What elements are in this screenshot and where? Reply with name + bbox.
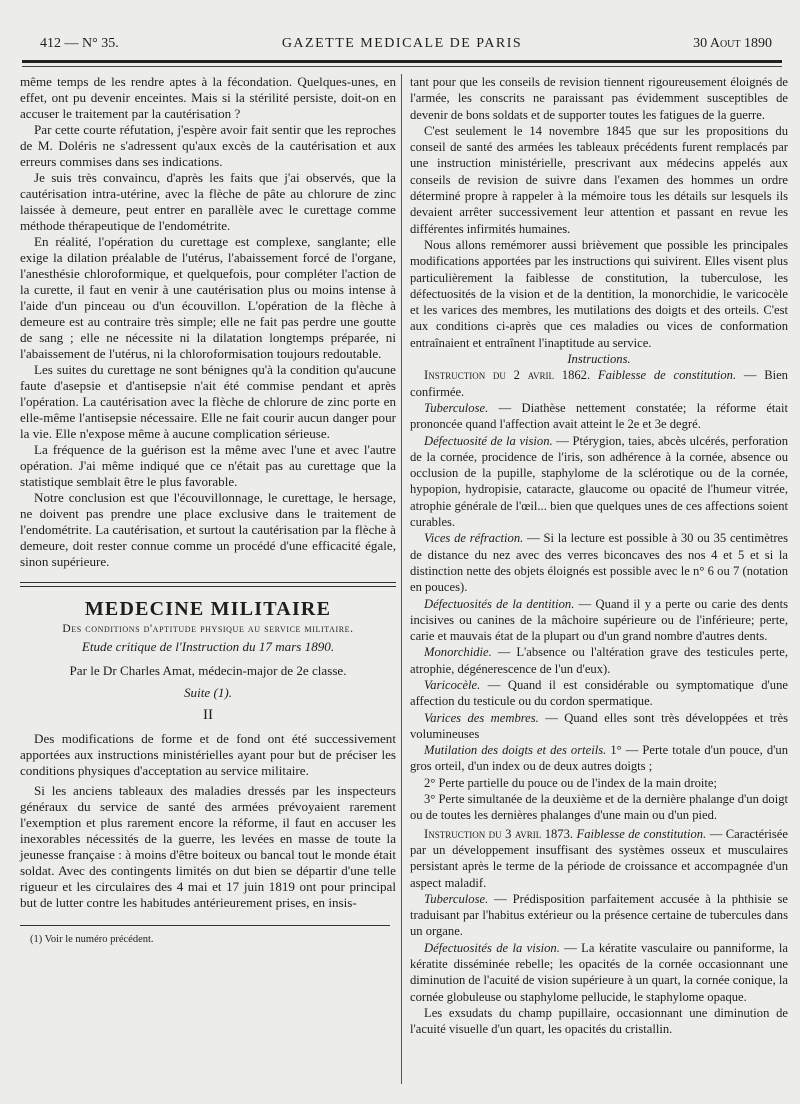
paragraph: Par cette courte réfutation, j'espère avoir fait sentir que les reproches de M. Doléris ne s'adressent qu'aux excès de la cautérisation et aux erreurs commises dans ses indications. bbox=[20, 122, 396, 169]
paragraph: Je suis très convaincu, d'après les faits que j'ai observés, que la cautérisation intra-utérine, avec la flèche de pâte au chlorure de zinc laissée à demeure, peut entrer en parallèle avec le curettage comme méthode thérapeutique de l'endométrite. bbox=[20, 170, 396, 233]
entry bbox=[410, 677, 788, 710]
paragraph: Les suites du curettage ne sont bénignes qu'à la condition qu'aucune faute d'asepsie et d'antisepsie n'ait été commise pendant et après l'opération. La cautérisation avec la flèche de chlorure de zinc porte en elle-même l'antisepsie nécessaire. Elle ne fait courir aucun danger pour la vie. Elle n'expose même à aucune complication sérieuse. bbox=[20, 362, 396, 441]
issue-date: 30 Aout 1890 bbox=[693, 36, 772, 51]
entry-text: — Bien confirmée. bbox=[410, 368, 788, 399]
suite-line: Suite (1). bbox=[184, 685, 232, 700]
entry-text: — Diathèse nettement constatée; la réforme était prononcée quand l'affection avait atteint le 2e et 3e degré. bbox=[410, 400, 788, 432]
paragraph: La fréquence de la guérison est la même avec l'une et avec l'autre opération. J'ai même indiqué que ce n'était pas au curettage que la statistique semblait être le plus favorable. bbox=[20, 442, 396, 489]
section-rule bbox=[20, 582, 396, 587]
paragraph: Des modifications de forme et de fond ont été successivement apportées aux instructions ministérielles ayant pour but de préciser les conditions physiques d'acceptation au service militaire. bbox=[20, 731, 396, 778]
left-column bbox=[20, 74, 396, 948]
paragraph: C'est seulement le 14 novembre 1845 que sur les propositions du conseil de santé des armées les tableaux précédents furent remplacés par une instruction ministérielle, prescrivant aux médecins appelés aux conseils de revision de suivre dans l'examen des hommes un ordre déterminé propre à rappeler à la mémoire tous les détails sur lesquels ils devaient arrêter successivement leur attention et passant en revue les différentes infirmités humaines. bbox=[410, 123, 788, 236]
page-header bbox=[22, 36, 782, 56]
entry-title: Faiblesse de constitution. bbox=[576, 826, 707, 841]
right-column bbox=[410, 74, 788, 1038]
entry-label: Instruction du 3 avril 1873. bbox=[424, 826, 574, 841]
entry-title: Mutilation des doigts et des orteils. bbox=[424, 743, 607, 758]
footnote-rule bbox=[20, 925, 390, 926]
paragraph: Les exsudats du champ pupillaire, occasionnant une diminution de l'acuité visuelle d'un quart, les opacités du cristallin. bbox=[410, 1005, 788, 1037]
paragraph: Si les anciens tableaux des maladies dressés par les inspecteurs généraux du service de santé des armées prévoyaient rarement l'exemption et plus rarement encore la réforme, il faut en accuser les inexorables nécessités de la guerre, les levées en masse de toute la jeunesse française : à moins d'être boiteux ou bancal tout le monde était soldat. Avec des contingents limités on dut bien se départir d'une telle rigueur et les circulaires des 4 mai et 17 juin 1819 ont pour principal but de lutter contre les habitudes antérieurement prises, en insis- bbox=[20, 783, 396, 910]
entry-text: — Prédisposition parfaitement accusée à la phthisie se traduisant par l'habitus extérieur ou la présence certaine de tubercules dans un organe. bbox=[410, 891, 788, 939]
entry bbox=[410, 400, 788, 433]
header-rule bbox=[22, 60, 782, 63]
page-number: 412 — N° 35. bbox=[40, 36, 119, 51]
section-subtitle-2: Etude critique de l'Instruction du 17 mars 1890. bbox=[81, 639, 335, 654]
entry-label: Instruction du 2 avril 1862. bbox=[424, 368, 591, 383]
header-rule-thin bbox=[22, 66, 782, 67]
paragraph: Notre conclusion est que l'écouvillonnage, le curettage, le hersage, ne doivent pas prendre une place exclusive dans le traitement de l'endométrite. La cautérisation, et surtout la cautérisation par la flèche à demeure, doit rester connue comme un procédé d'une efficacité égale, sinon supérieure. bbox=[20, 490, 396, 569]
paragraph: En réalité, l'opération du curettage est complexe, sanglante; elle exige la dilation préalable de l'utérus, l'abaissement forcé de l'organe, l'anesthésie chloroformique, et quelquefois, pour compléter l'action de la curette, il faut en venir à une cautérisation plus ou moins intense à l'aide d'un pinceau ou d'un écouvillon. L'opération de la flèche à demeure est au contraire très simple; elle ne fait pas perdre une goutte de sang ; elle ne nécessite ni la dilatation longtemps préparée, ni l'abaissement de l'utérus, ni la chloroformisation toujours redoutable. bbox=[20, 234, 396, 361]
entry: 2° Perte partielle du pouce ou de l'index de la main droite; bbox=[424, 775, 718, 790]
entry-title: Varicocèle. bbox=[424, 677, 481, 692]
entry bbox=[410, 644, 788, 677]
entry-title: Défectuosités de la dentition. bbox=[424, 596, 575, 611]
author-line: Par le Dr Charles Amat, médecin-major de 2e classe. bbox=[69, 663, 347, 678]
paragraph: même temps de les rendre aptes à la fécondation. Quelques-unes, en effet, ont pu devenir enceintes. Mais si la stérilité persiste, doit-on en accuser le traitement par la cautérisation ? bbox=[20, 74, 396, 121]
column-divider bbox=[401, 74, 402, 1084]
entry-title: Faiblesse de constitution. bbox=[597, 368, 737, 383]
paragraph: Nous allons remémorer aussi brièvement que possible les principales modifications apportées par les instructions qui suivirent. Elles visent plus particulièrement la faiblesse de constitution, la tuberculose, les défectuosités de la vision et de la dentition, la monorchidie, le varicocèle et les varices des membres, les mutilations des doigts et des orteils. C'est aux conditions ci-après que ces maladies ou vices de conformation entraînaient et entraînent l'inaptitude au service. bbox=[410, 237, 788, 350]
entry-text: — Quand il y a perte ou carie des dents incisives ou canines de la mâchoire supérieure ou de l'inférieure; perte, carie et mauvais état de la plupart ou d'un grand nombre d'autres dents. bbox=[410, 596, 788, 644]
entry-text: — La kératite vasculaire ou panniforme, la kératite disséminée rebelle; les opacités de la cornée occasionnant une diminution de l'acuité de vision supérieure à un quart, la cornée conique, la cornée globuleuse ou staphylome pellucide, le staphylome opaque. bbox=[410, 940, 788, 1004]
entry-text: — Ptérygion, taies, abcès ulcérés, perforation de la cornée, procidence de l'iris, son adhérence à la cornée, absence ou occlusion de la pupille, staphylome de la sclérotique ou de la cornée, hypopion, hydropisie, cataracte, glaucome ou opacité de l'humeur vitrée, atrophie générale de l'œil... bien que quelques unes de ces affections soient curables. bbox=[410, 433, 788, 530]
entry-title: Défectuosités de la vision. bbox=[424, 940, 560, 955]
entry bbox=[410, 596, 788, 645]
journal-title: GAZETTE MEDICALE DE PARIS bbox=[281, 36, 523, 51]
entry bbox=[410, 367, 788, 400]
entry-title: Tuberculose. bbox=[424, 891, 489, 906]
entry bbox=[410, 891, 788, 940]
entry bbox=[410, 530, 788, 595]
entry bbox=[410, 940, 788, 1005]
entry-text: — L'absence ou l'altération grave des testicules perte, atrophie, dégénerescence de l'un d'eux). bbox=[410, 645, 788, 676]
entry-title: Monorchidie. bbox=[424, 645, 492, 660]
entry-text: — Quand il est considérable ou symptomatique d'une affection du testicule ou du cordon spermatique. bbox=[410, 677, 788, 709]
entry bbox=[410, 742, 788, 775]
part-number: II bbox=[203, 707, 213, 723]
entry-title: Varices des membres. bbox=[424, 710, 539, 725]
entry bbox=[410, 433, 788, 531]
footnote: (1) Voir le numéro précédent. bbox=[30, 934, 154, 945]
entry-title: Vices de réfraction. bbox=[424, 531, 524, 546]
section-subtitle: Des conditions d'aptitude physique au service militaire. bbox=[62, 623, 354, 635]
entry bbox=[410, 826, 788, 891]
instructions-heading: Instructions. bbox=[567, 352, 631, 367]
entry-text: — Quand elles sont très développées et très volumineuses bbox=[410, 710, 788, 741]
entry: 3° Perte simultanée de la deuxième et de la dernière phalange d'un doigt ou de toutes les dernières phalanges d'une main ou d'un pied. bbox=[410, 792, 788, 823]
entry-title: Défectuosité de la vision. bbox=[424, 433, 553, 448]
entry-title: Tuberculose. bbox=[424, 400, 489, 415]
entry-text: — Si la lecture est possible à 30 ou 35 centimètres de distance du nez avec des verres biconcaves des nos 4 et 5 et si la distinction nette des objets éloignés est possible avec le n° 6 ou 7 (notation en pouces). bbox=[410, 531, 789, 595]
entry-text: 1° — Perte totale d'un pouce, d'un gros orteil, d'un index ou de deux autres doigts ; bbox=[410, 743, 788, 774]
section-title: MEDECINE MILITAIRE bbox=[84, 598, 332, 620]
entry-text: — Caractérisée par un développement insuffisant des systèmes osseux et musculaires persistant après le terme de la période de croissance et accompagnée d'un aspect maladif. bbox=[410, 826, 788, 890]
entry bbox=[410, 710, 788, 743]
paragraph: tant pour que les conseils de revision tiennent rigoureusement éloignés de l'armée, les conscrits ne paraissant pas évidemment susceptibles de devenir de bons soldats et de supporter toutes les fatigues de la guerre. bbox=[410, 75, 788, 122]
